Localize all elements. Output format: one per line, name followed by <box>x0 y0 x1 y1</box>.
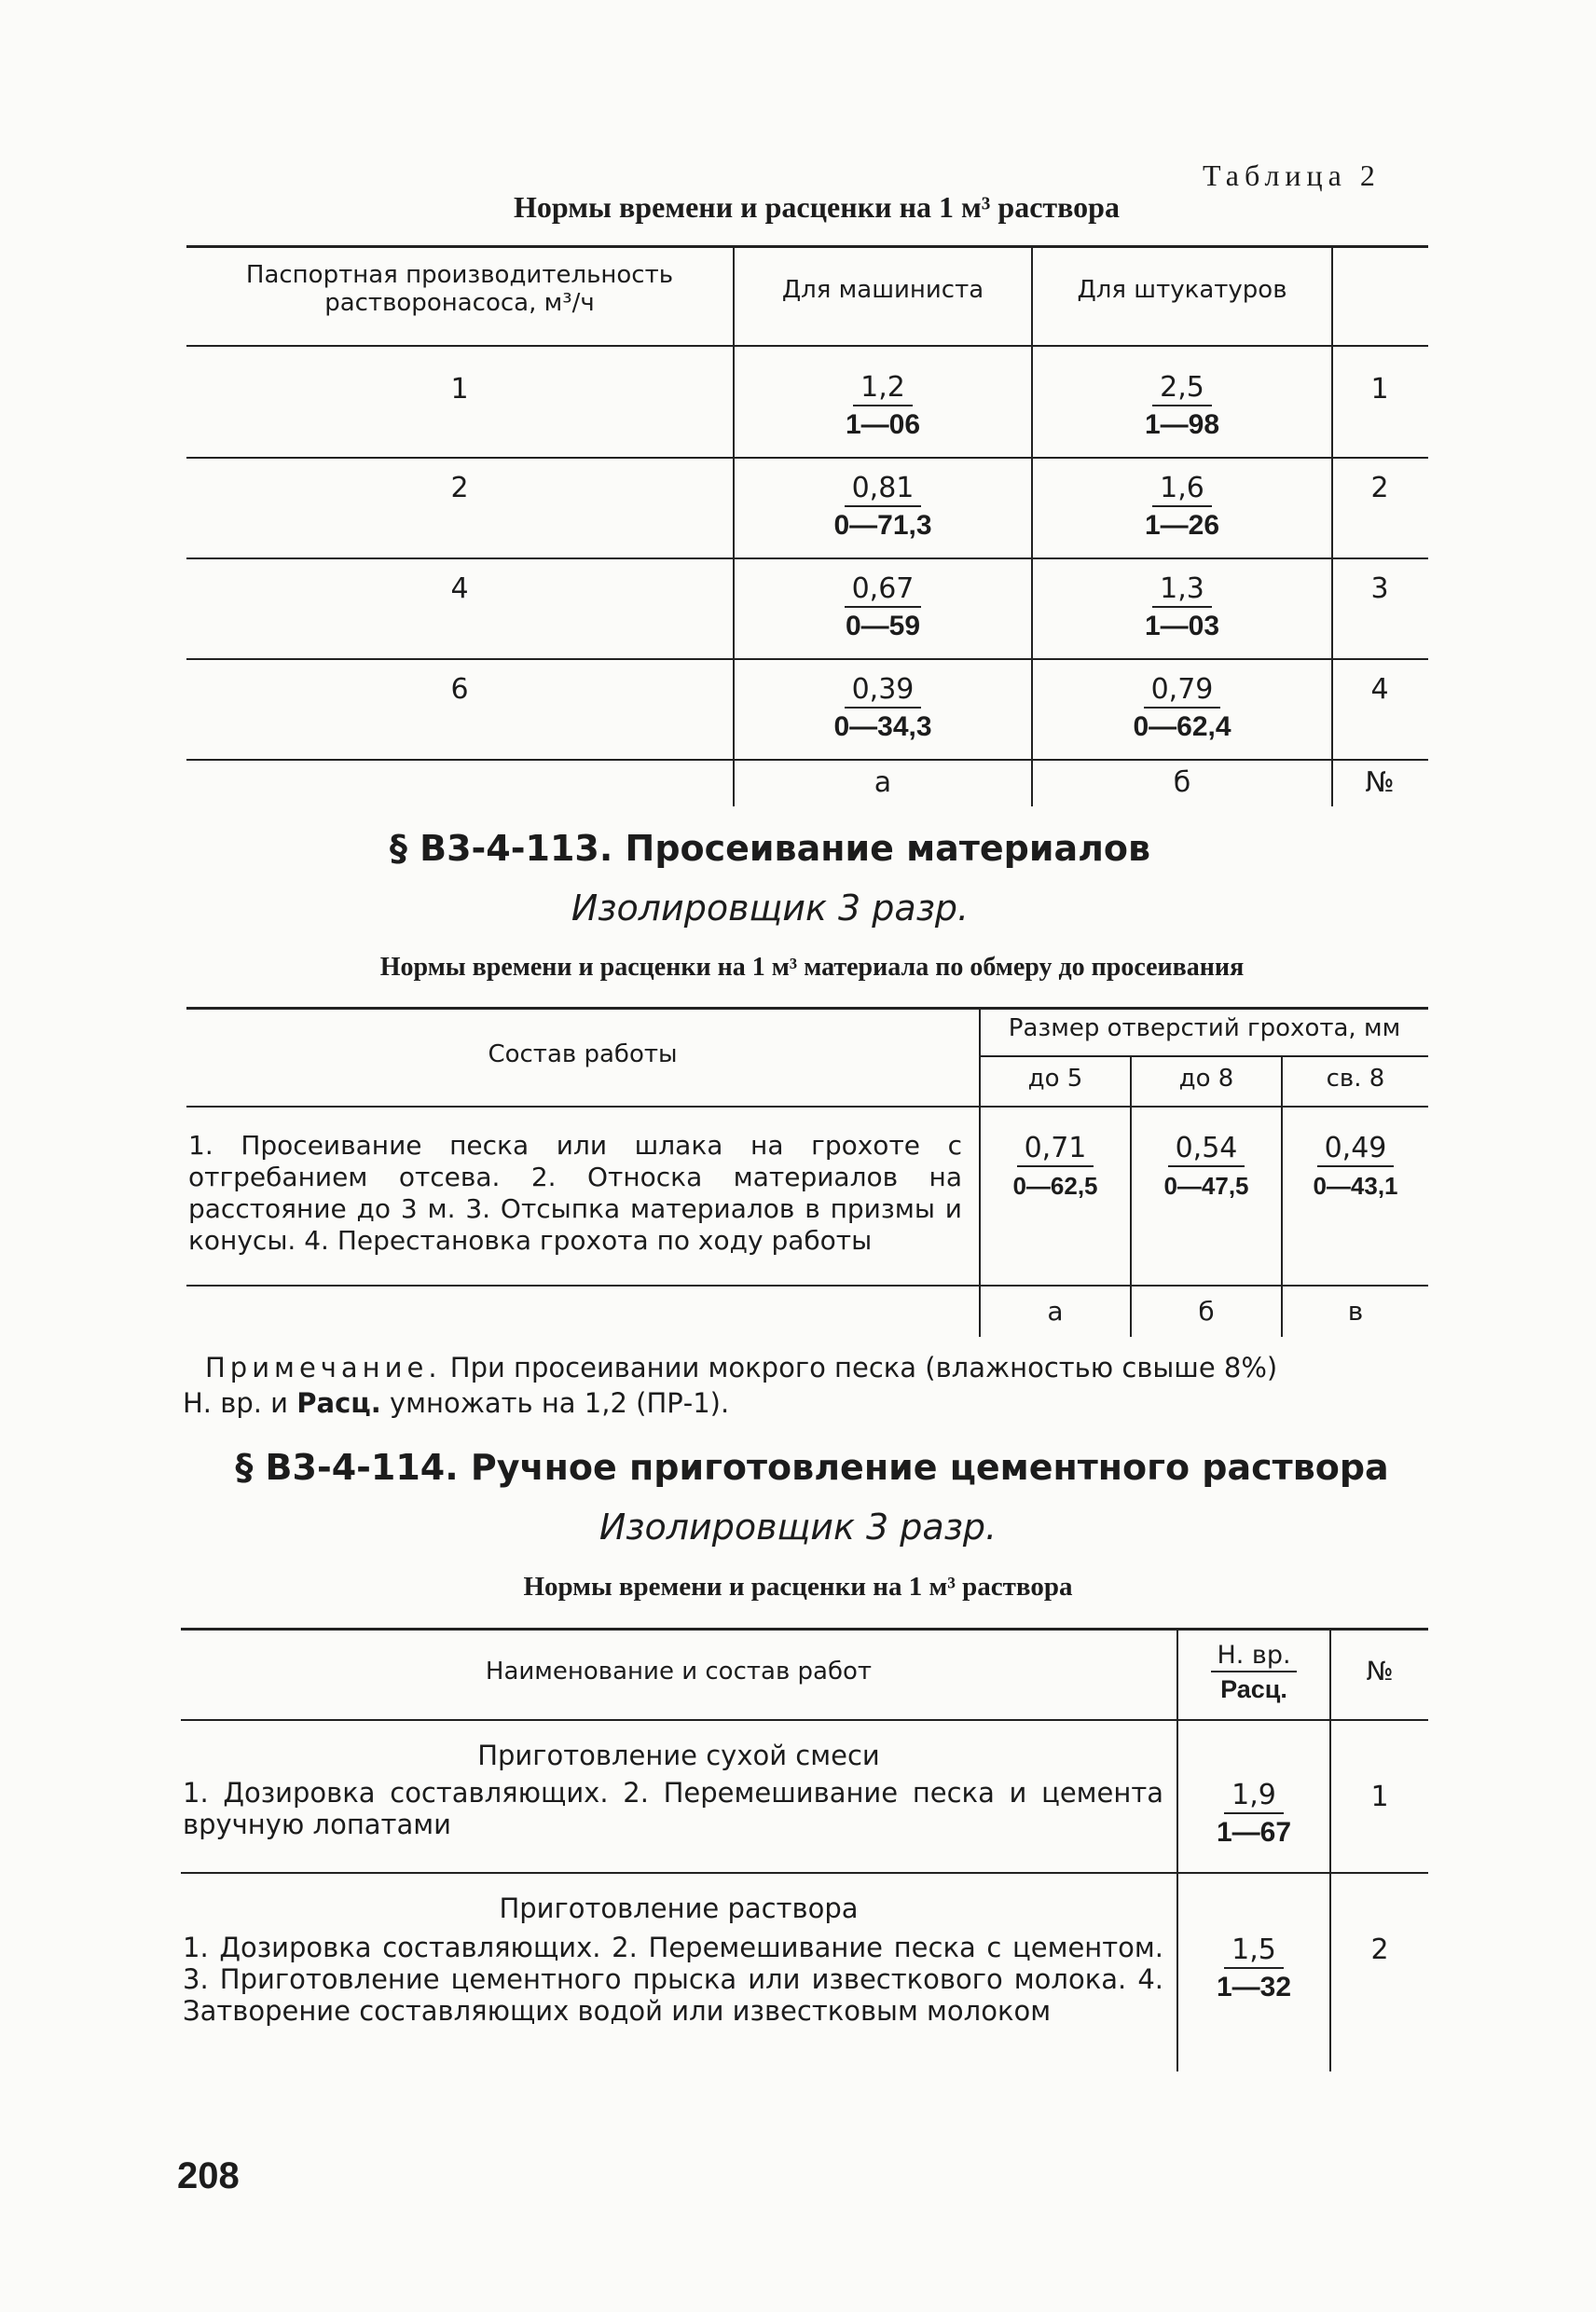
rate-over-8: $\frac{0,49}{0—43,1}$ <box>1313 1132 1398 1200</box>
rate-plasterers: $\frac{1,6}{1—26}$ <box>1144 472 1220 541</box>
header-up-to-5: до 5 <box>1027 1065 1083 1093</box>
section-113-title: § В3-4-113. Просеивание материалов <box>389 828 1151 869</box>
rate-operator: $\frac{1,2}{1—06}$ <box>845 371 921 440</box>
column-letter-b: б <box>1173 766 1191 799</box>
rate-plasterers: $\frac{1,3}{1—03}$ <box>1144 572 1220 641</box>
capacity-value: 1 <box>450 373 469 406</box>
header-norm: Н. вр. Расц. <box>1178 1641 1329 1706</box>
capacity-value: 4 <box>450 572 469 605</box>
capacity-value: 6 <box>450 673 469 706</box>
header-plasterers: Для штукатуров <box>1077 276 1287 304</box>
row-number: 3 <box>1370 572 1389 605</box>
header-sieve-size: Размер отверстий грохота, мм <box>1008 1014 1401 1042</box>
column-number-sign: № <box>1365 766 1395 799</box>
row-subtitle: Приготовление сухой смеси <box>477 1740 880 1771</box>
capacity-value: 2 <box>450 472 469 504</box>
rate-operator: $\frac{0,81}{0—71,3}$ <box>833 472 932 541</box>
rate-operator: $\frac{0,39}{0—34,3}$ <box>833 673 932 742</box>
row-number: 1 <box>1370 373 1389 406</box>
header-operator: Для машиниста <box>781 276 984 304</box>
row-rate: $\frac{1,9}{1—67}$ <box>1216 1779 1292 1848</box>
note-label: Примечание. <box>205 1352 442 1383</box>
row-number: 4 <box>1370 673 1389 706</box>
section-114-norms-title: Нормы времени и расценки на 1 м³ раствора <box>523 1572 1073 1602</box>
header-name: Наименование и состав работ <box>485 1658 873 1686</box>
column-letter-a: а <box>1047 1296 1064 1327</box>
rate-up-to-8: $\frac{0,54}{0—47,5}$ <box>1163 1132 1249 1200</box>
header-number: № <box>1366 1656 1394 1686</box>
header-work: Состав работы <box>488 1040 678 1068</box>
table-label: Таблица 2 <box>1203 158 1381 192</box>
row-subtitle: Приготовление раствора <box>499 1892 859 1924</box>
header-up-to-8: до 8 <box>1178 1065 1234 1093</box>
row-number: 2 <box>1370 1934 1389 1966</box>
note: Примечание. При просеивании мокрого песка (влажностью свыше 8%) Н. вр. и Расц. умножать на 1,2 (ПР-1). <box>183 1352 1278 1419</box>
rate-up-to-5: $\frac{0,71}{0—62,5}$ <box>1012 1132 1098 1200</box>
table-title: Нормы времени и расценки на 1 м³ раствора <box>514 190 1120 224</box>
rate-operator: $\frac{0,67}{0—59}$ <box>845 572 921 641</box>
row-description: 1. Дозировка составляющих. 2. Перемешивание песка с цементом. 3. Приготовление цементного прыска или известкового молока. 4. Затворение составляющих водой или известковым молоком <box>183 1932 1163 2027</box>
row-number: 2 <box>1370 472 1389 504</box>
section-113-norms-title: Нормы времени и расценки на 1 м³ материала по обмеру до просеивания <box>379 953 1245 982</box>
rate-plasterers: $\frac{0,79}{0—62,4}$ <box>1133 673 1231 742</box>
work-description: 1. Просеивание песка или шлака на грохоте с отгребанием отсева. 2. Относка материалов на расстояние до 3 м. 3. Отсыпка материалов в призмы и конусы. 4. Перестановка грохота по ходу работы <box>188 1130 962 1256</box>
section-114-title: § В3-4-114. Ручное приготовление цементного раствора <box>235 1447 1389 1488</box>
column-letter-b: б <box>1198 1296 1215 1327</box>
column-letter-a: а <box>874 766 892 799</box>
column-letter-c: в <box>1347 1296 1364 1327</box>
row-description: 1. Дозировка составляющих. 2. Перемешивание песка и цемента вручную лопатами <box>183 1777 1163 1840</box>
rate-plasterers: $\frac{2,5}{1—98}$ <box>1144 371 1220 440</box>
header-capacity: Паспортная производительность растворонасоса, м³/ч <box>245 261 674 317</box>
header-over-8: св. 8 <box>1326 1065 1385 1093</box>
section-113-worker: Изолировщик 3 разр. <box>571 888 970 929</box>
row-number: 1 <box>1370 1781 1389 1813</box>
section-114-worker: Изолировщик 3 разр. <box>598 1507 998 1548</box>
page-number: 208 <box>177 2155 240 2196</box>
row-rate: $\frac{1,5}{1—32}$ <box>1216 1934 1292 2002</box>
